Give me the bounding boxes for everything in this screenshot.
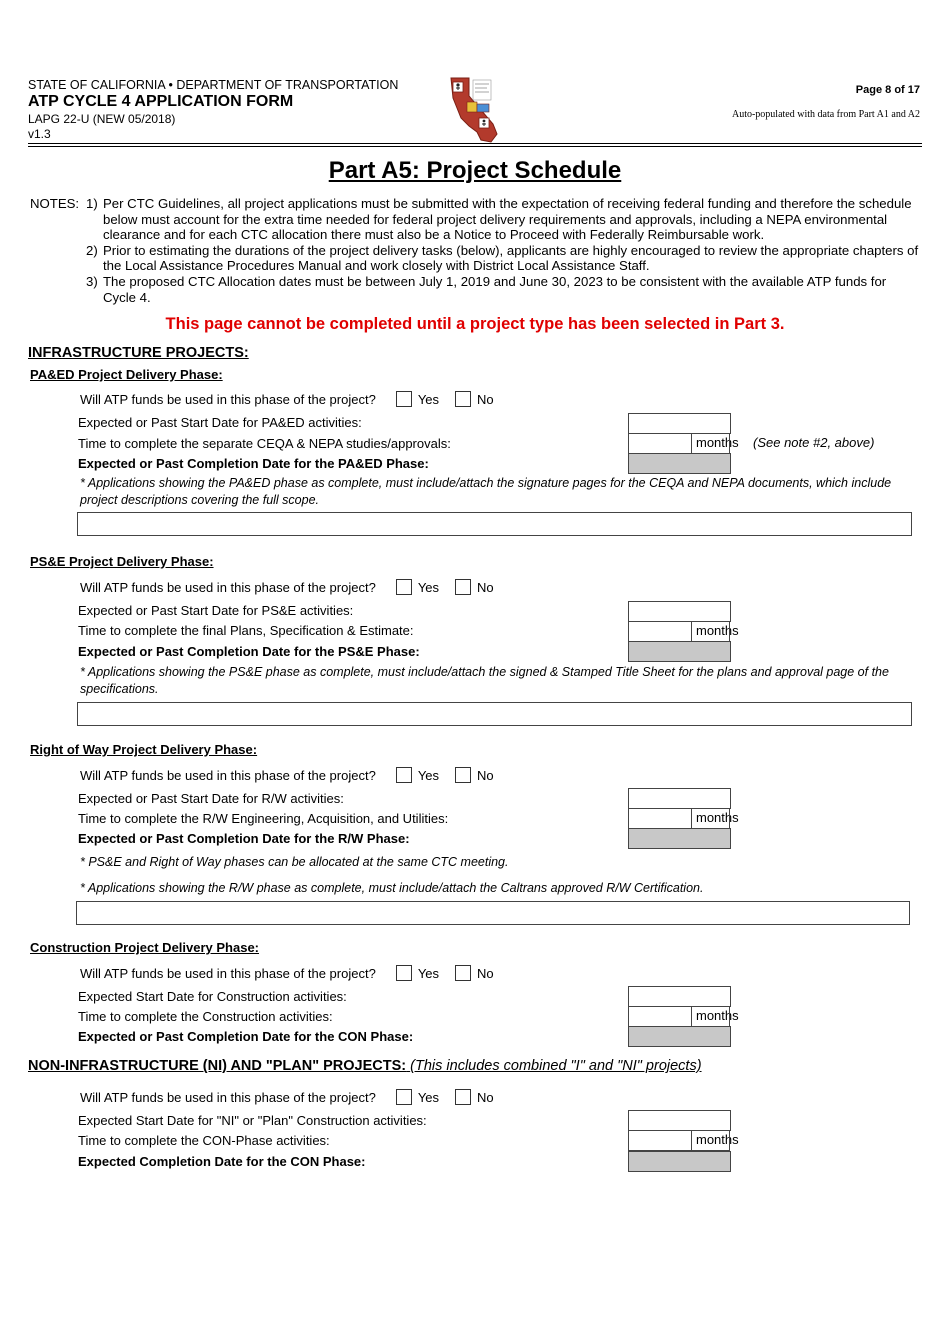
rw-completion-label: Expected or Past Completion Date for the R/W Phase: bbox=[78, 831, 410, 846]
months-label: months bbox=[696, 435, 739, 450]
notes-block bbox=[30, 196, 920, 305]
rw-heading: Right of Way Project Delivery Phase: bbox=[30, 742, 258, 757]
pse-attachment-field[interactable] bbox=[77, 702, 912, 726]
pse-heading: PS&E Project Delivery Phase: bbox=[30, 554, 214, 569]
no-label: No bbox=[477, 391, 494, 407]
pse-duration-field[interactable] bbox=[628, 621, 692, 642]
ni-start-date-field[interactable] bbox=[628, 1110, 731, 1131]
pse-footnote: * Applications showing the PS&E phase as complete, must include/attach the signed & Stamped Title Sheet for the plans and approval page of the specifications. bbox=[80, 665, 889, 696]
rw-start-label: Expected or Past Start Date for R/W activities: bbox=[78, 791, 344, 806]
california-map-logo bbox=[447, 74, 503, 144]
con-duration-field[interactable] bbox=[628, 1006, 692, 1027]
con-no-checkbox[interactable] bbox=[455, 965, 471, 981]
rw-time-label: Time to complete the R/W Engineering, Acquisition, and Utilities: bbox=[78, 811, 449, 826]
rw-yes-checkbox[interactable] bbox=[396, 767, 412, 783]
paed-question bbox=[80, 391, 494, 407]
pse-yes-checkbox[interactable] bbox=[396, 579, 412, 595]
question-label: Will ATP funds be used in this phase of the project? bbox=[80, 767, 376, 783]
pse-no-checkbox[interactable] bbox=[455, 579, 471, 595]
ni-heading-text: NON-INFRASTRUCTURE (NI) AND "PLAN" PROJECTS: bbox=[28, 1058, 407, 1074]
paed-footnote: * Applications showing the PA&ED phase as complete, must include/attach the signature pages for the CEQA and NEPA documents, which include project descriptions covering the full scope. bbox=[80, 476, 892, 507]
question-label: Will ATP funds be used in this phase of the project? bbox=[80, 391, 376, 407]
note-number: 2) bbox=[86, 242, 98, 258]
con-start-label: Expected Start Date for Construction activities: bbox=[78, 989, 347, 1004]
con-start-date-field[interactable] bbox=[628, 986, 731, 1007]
rw-completion-date-field bbox=[628, 828, 731, 849]
months-box bbox=[690, 1006, 730, 1027]
months-box bbox=[690, 433, 730, 454]
header-rule bbox=[28, 146, 922, 147]
paed-completion-label: Expected or Past Completion Date for the PA&ED Phase: bbox=[78, 456, 429, 471]
note-number: 1) bbox=[86, 196, 98, 211]
yes-label: Yes bbox=[417, 965, 440, 981]
page-number: Page 8 of 17 bbox=[855, 84, 920, 96]
months-label: months bbox=[696, 1132, 739, 1147]
notes-label: NOTES: bbox=[30, 196, 80, 211]
question-label: Will ATP funds be used in this phase of the project? bbox=[80, 1089, 376, 1105]
pse-question bbox=[80, 579, 494, 595]
autopopulated-note: Auto-populated with data from Part A1 and A2 bbox=[731, 109, 920, 120]
ni-time-label: Time to complete the CON-Phase activities: bbox=[78, 1133, 330, 1148]
note-text: Prior to estimating the durations of the project delivery tasks (below), applicants are highly encouraged to review the appropriate chapters of the Local Assistance Procedures Manual and work closely with District Local Assistance Staff. bbox=[103, 242, 919, 274]
rw-question bbox=[80, 767, 494, 783]
note-number: 3) bbox=[86, 273, 98, 289]
question-label: Will ATP funds be used in this phase of the project? bbox=[80, 579, 376, 595]
paed-attachment-field[interactable] bbox=[77, 512, 912, 536]
months-box bbox=[690, 808, 730, 829]
con-completion-date-field bbox=[628, 1026, 731, 1047]
yes-label: Yes bbox=[417, 1089, 440, 1105]
rw-attachment-field[interactable] bbox=[76, 901, 910, 925]
paed-heading: PA&ED Project Delivery Phase: bbox=[30, 367, 223, 382]
paed-start-date-field[interactable] bbox=[628, 413, 731, 434]
months-box bbox=[690, 1130, 730, 1151]
question-label: Will ATP funds be used in this phase of the project? bbox=[80, 965, 376, 981]
see-note-label: (See note #2, above) bbox=[753, 435, 875, 450]
page-title: Part A5: Project Schedule bbox=[328, 157, 622, 184]
form-version: v1.3 bbox=[28, 127, 51, 141]
paed-yes-checkbox[interactable] bbox=[396, 391, 412, 407]
no-label: No bbox=[477, 579, 494, 595]
months-label: months bbox=[696, 1008, 739, 1023]
note-text: The proposed CTC Allocation dates must be between July 1, 2019 and June 30, 2023 to be consistent with the available ATP funds for Cycle 4. bbox=[103, 273, 887, 305]
pse-start-date-field[interactable] bbox=[628, 601, 731, 622]
note-text: Per CTC Guidelines, all project applications must be submitted with the expectation of receiving federal funding and therefore the schedule below must account for the extra time needed for federal project delivery requirements and approvals, including a NEPA environmental clearance and for each CTC allocation there must also be a Notice to Proceed with Federally Reimbursable work. bbox=[103, 196, 912, 243]
paed-time-label: Time to complete the separate CEQA & NEPA studies/approvals: bbox=[78, 436, 451, 451]
months-box bbox=[690, 621, 730, 642]
no-label: No bbox=[477, 965, 494, 981]
con-yes-checkbox[interactable] bbox=[396, 965, 412, 981]
ni-yes-checkbox[interactable] bbox=[396, 1089, 412, 1105]
ni-start-label: Expected Start Date for "NI" or "Plan" Construction activities: bbox=[78, 1113, 427, 1128]
con-time-label: Time to complete the Construction activities: bbox=[78, 1009, 333, 1024]
ni-no-checkbox[interactable] bbox=[455, 1089, 471, 1105]
agency-name: STATE OF CALIFORNIA • DEPARTMENT OF TRANSPORTATION bbox=[28, 78, 399, 92]
con-question bbox=[80, 965, 494, 981]
no-label: No bbox=[477, 767, 494, 783]
ni-duration-field[interactable] bbox=[628, 1130, 692, 1151]
pse-time-label: Time to complete the final Plans, Specification & Estimate: bbox=[78, 623, 414, 638]
paed-start-label: Expected or Past Start Date for PA&ED activities: bbox=[78, 415, 362, 430]
con-completion-label: Expected or Past Completion Date for the CON Phase: bbox=[78, 1029, 414, 1044]
months-label: months bbox=[696, 810, 739, 825]
ni-question bbox=[80, 1089, 494, 1105]
yes-label: Yes bbox=[417, 391, 440, 407]
pse-completion-label: Expected or Past Completion Date for the PS&E Phase: bbox=[78, 644, 420, 659]
pse-start-label: Expected or Past Start Date for PS&E activities: bbox=[78, 603, 354, 618]
months-label: months bbox=[696, 623, 739, 638]
rw-start-date-field[interactable] bbox=[628, 788, 731, 809]
header-rule bbox=[28, 143, 922, 144]
form-number: LAPG 22-U (NEW 05/2018) bbox=[28, 112, 176, 126]
ni-completion-date-field bbox=[628, 1151, 731, 1172]
warning-message: This page cannot be completed until a project type has been selected in Part 3. bbox=[165, 315, 785, 333]
form-title: ATP CYCLE 4 APPLICATION FORM bbox=[28, 93, 294, 110]
pse-completion-date-field bbox=[628, 641, 731, 662]
yes-label: Yes bbox=[417, 579, 440, 595]
rw-footnote-1: * PS&E and Right of Way phases can be allocated at the same CTC meeting. bbox=[80, 855, 509, 869]
no-label: No bbox=[477, 1089, 494, 1105]
paed-completion-date-field bbox=[628, 453, 731, 474]
infrastructure-heading: INFRASTRUCTURE PROJECTS: bbox=[28, 345, 249, 361]
paed-no-checkbox[interactable] bbox=[455, 391, 471, 407]
ni-completion-label: Expected Completion Date for the CON Phase: bbox=[78, 1154, 366, 1169]
ni-subheading: (This includes combined "I" and "NI" projects) bbox=[410, 1058, 702, 1074]
con-heading: Construction Project Delivery Phase: bbox=[30, 940, 260, 955]
rw-duration-field[interactable] bbox=[628, 808, 692, 829]
yes-label: Yes bbox=[417, 767, 440, 783]
rw-no-checkbox[interactable] bbox=[455, 767, 471, 783]
paed-duration-field[interactable] bbox=[628, 433, 692, 454]
rw-footnote-2: * Applications showing the R/W phase as complete, must include/attach the Caltrans approved R/W Certification. bbox=[80, 881, 704, 895]
ni-heading bbox=[28, 1058, 702, 1074]
